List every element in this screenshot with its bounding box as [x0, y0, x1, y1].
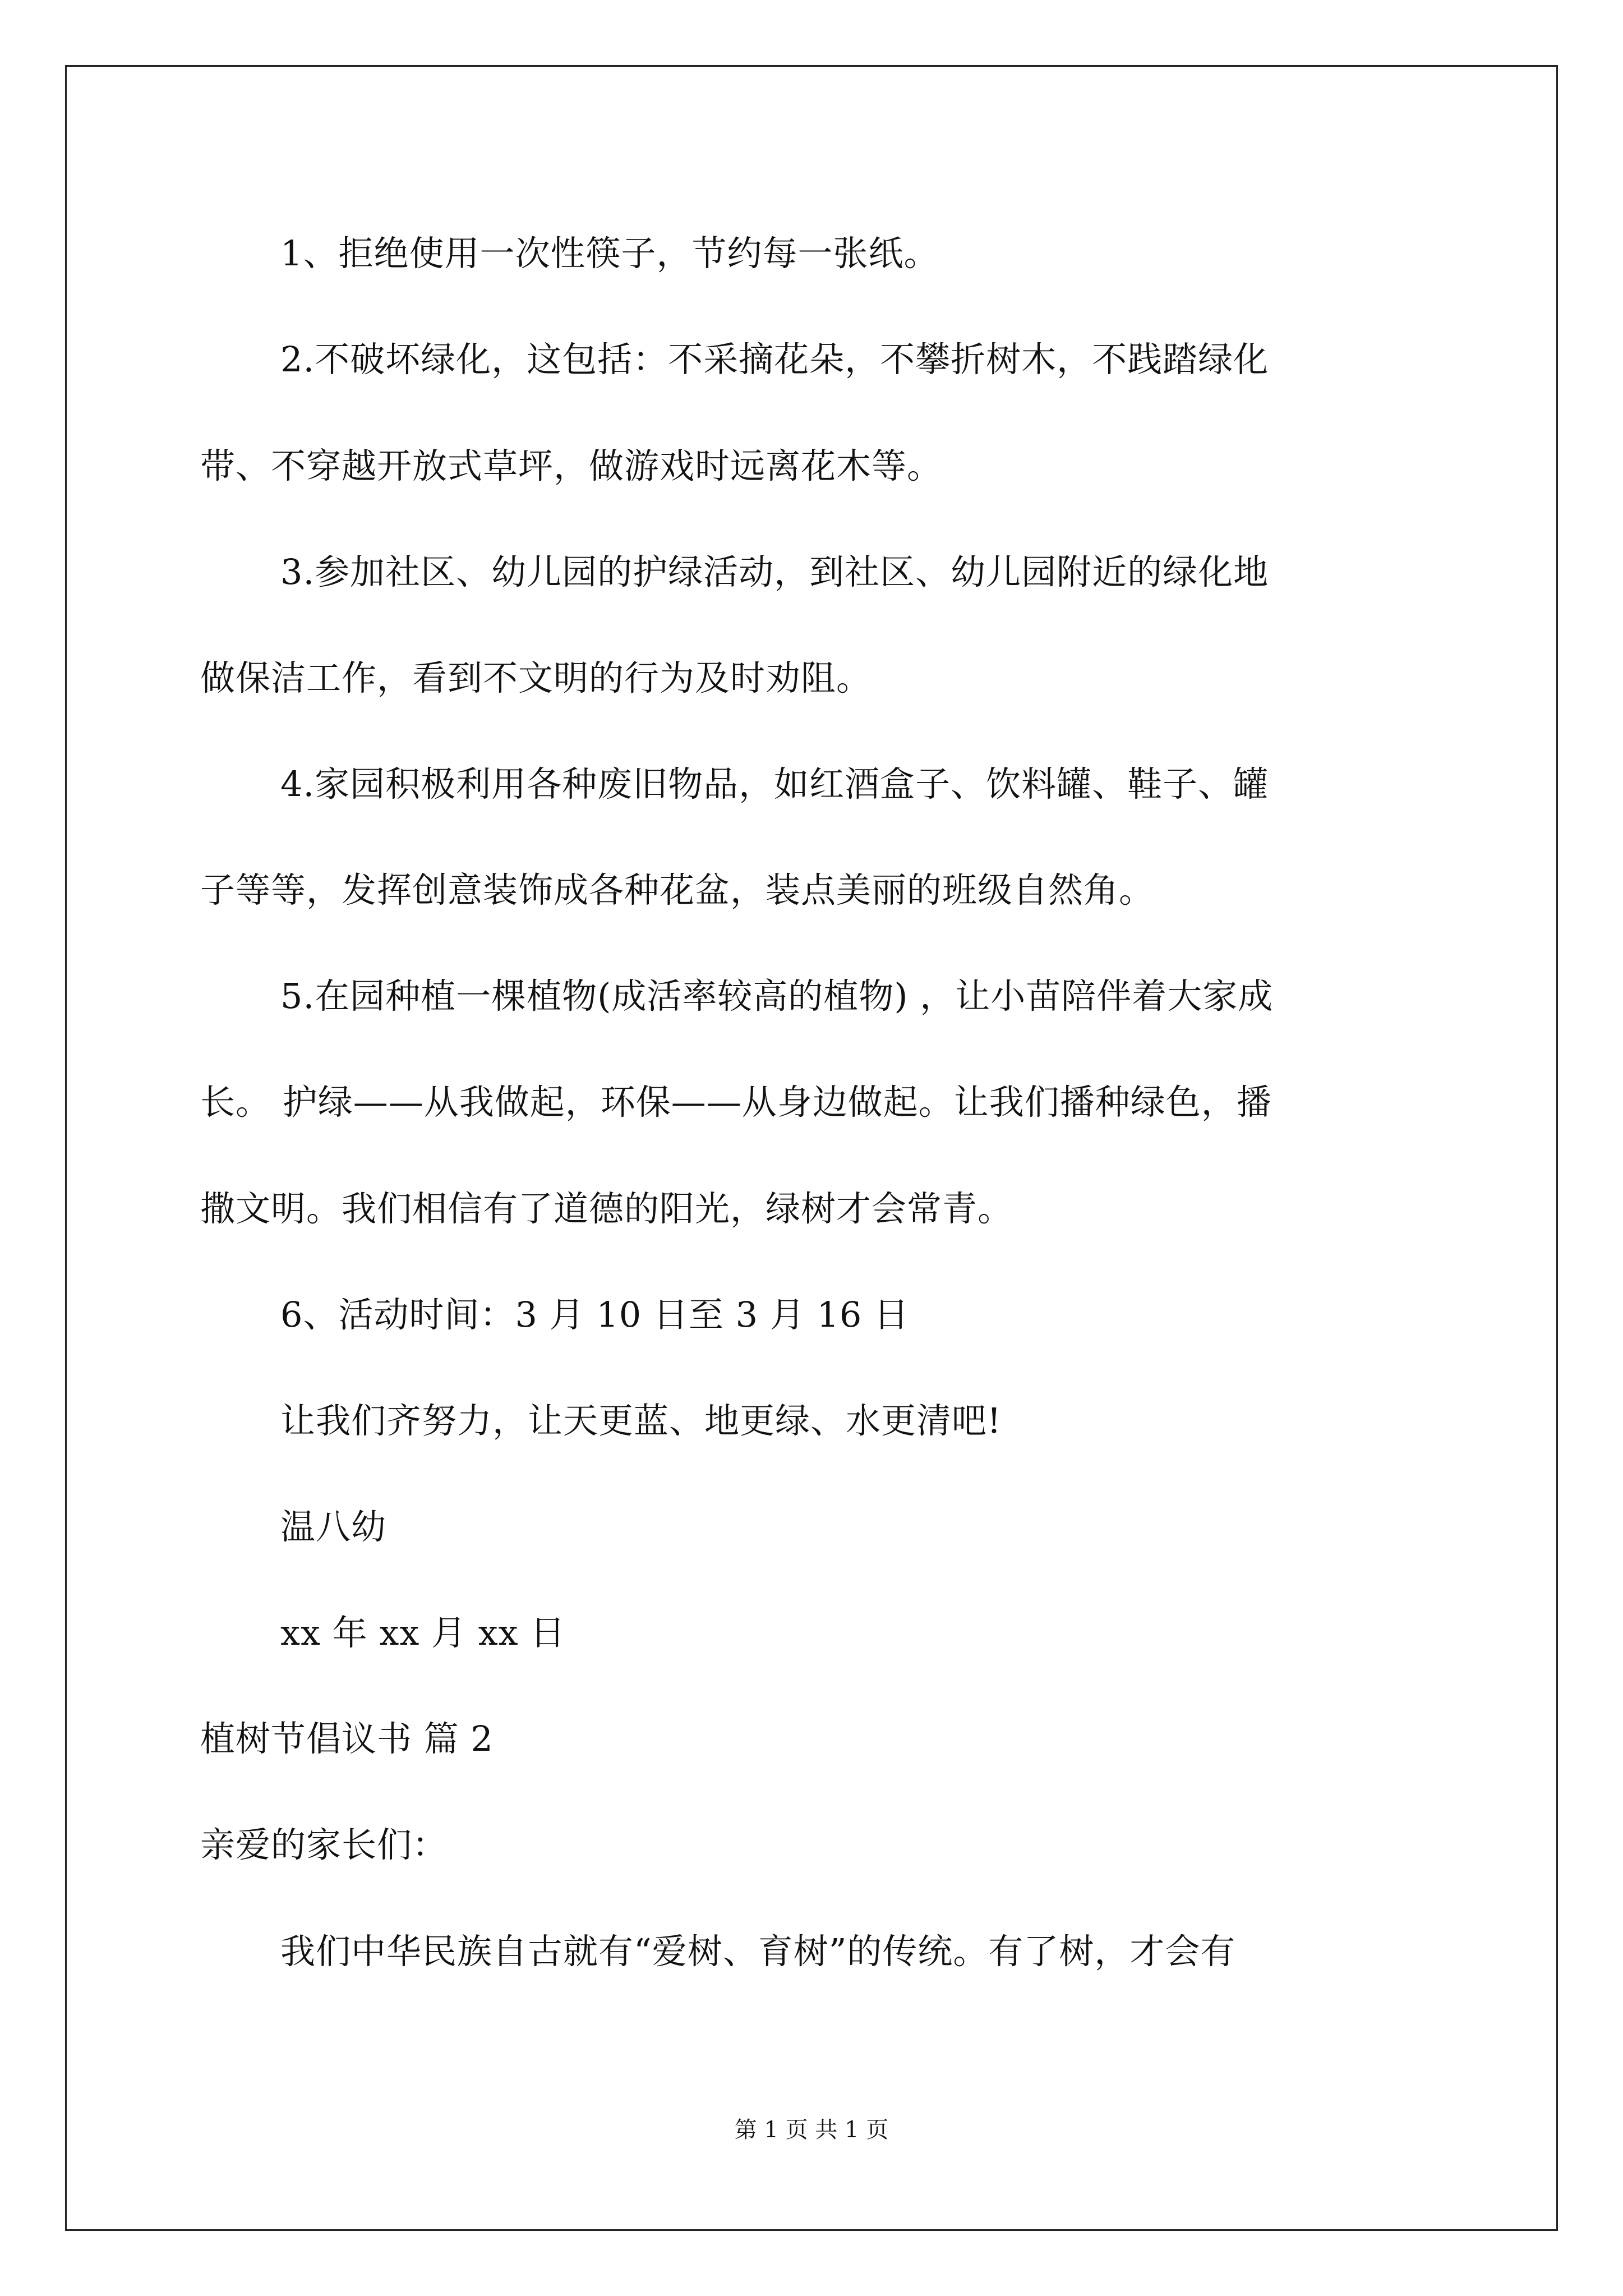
paragraph-line-6: 4.家园积极利用各种废旧物品，如红酒盒子、饮料罐、鞋子、罐: [280, 763, 1269, 804]
page-footer: 第 1 页 共 1 页: [734, 2117, 889, 2143]
paragraph-line-4: 3.参加社区、幼儿园的护绿活动，到社区、幼儿园附近的绿化地: [280, 551, 1269, 592]
section-title: 植树节倡议书 篇 2: [200, 1718, 494, 1759]
salutation: 亲爱的家长们：: [200, 1824, 448, 1865]
signature-date: xx 年 xx 月 xx 日: [280, 1612, 566, 1653]
page-border: [65, 65, 1558, 2231]
paragraph-line-1: 1、拒绝使用一次性筷子，节约每一张纸。: [280, 233, 939, 274]
paragraph-line-17: 我们中华民族自古就有“爱树、育树”的传统。有了树，才会有: [280, 1931, 1236, 1972]
paragraph-line-8: 5.在园种植一棵植物(成活率较高的植物) ，让小苗陪伴着大家成: [280, 976, 1274, 1016]
closing-slogan: 让我们齐努力，让天更蓝、地更绿、水更清吧!: [280, 1400, 1002, 1441]
paragraph-line-5: 做保洁工作，看到不文明的行为及时劝阻。: [200, 657, 872, 698]
paragraph-line-2: 2.不破坏绿化，这包括：不采摘花朵，不攀折树木，不践踏绿化: [280, 339, 1269, 380]
paragraph-line-7: 子等等，发挥创意装饰成各种花盆，装点美丽的班级自然角。: [200, 869, 1155, 910]
paragraph-line-9: 长。 护绿——从我做起，环保——从身边做起。让我们播种绿色，播: [200, 1082, 1272, 1122]
activity-time-line: 6、活动时间：3 月 10 日至 3 月 16 日: [280, 1294, 910, 1335]
paragraph-line-10: 撒文明。我们相信有了道德的阳光，绿树才会常青。: [200, 1188, 1013, 1229]
signature-org: 温八幼: [280, 1506, 387, 1547]
paragraph-line-3: 带、不穿越开放式草坪，做游戏时远离花木等。: [200, 445, 943, 486]
